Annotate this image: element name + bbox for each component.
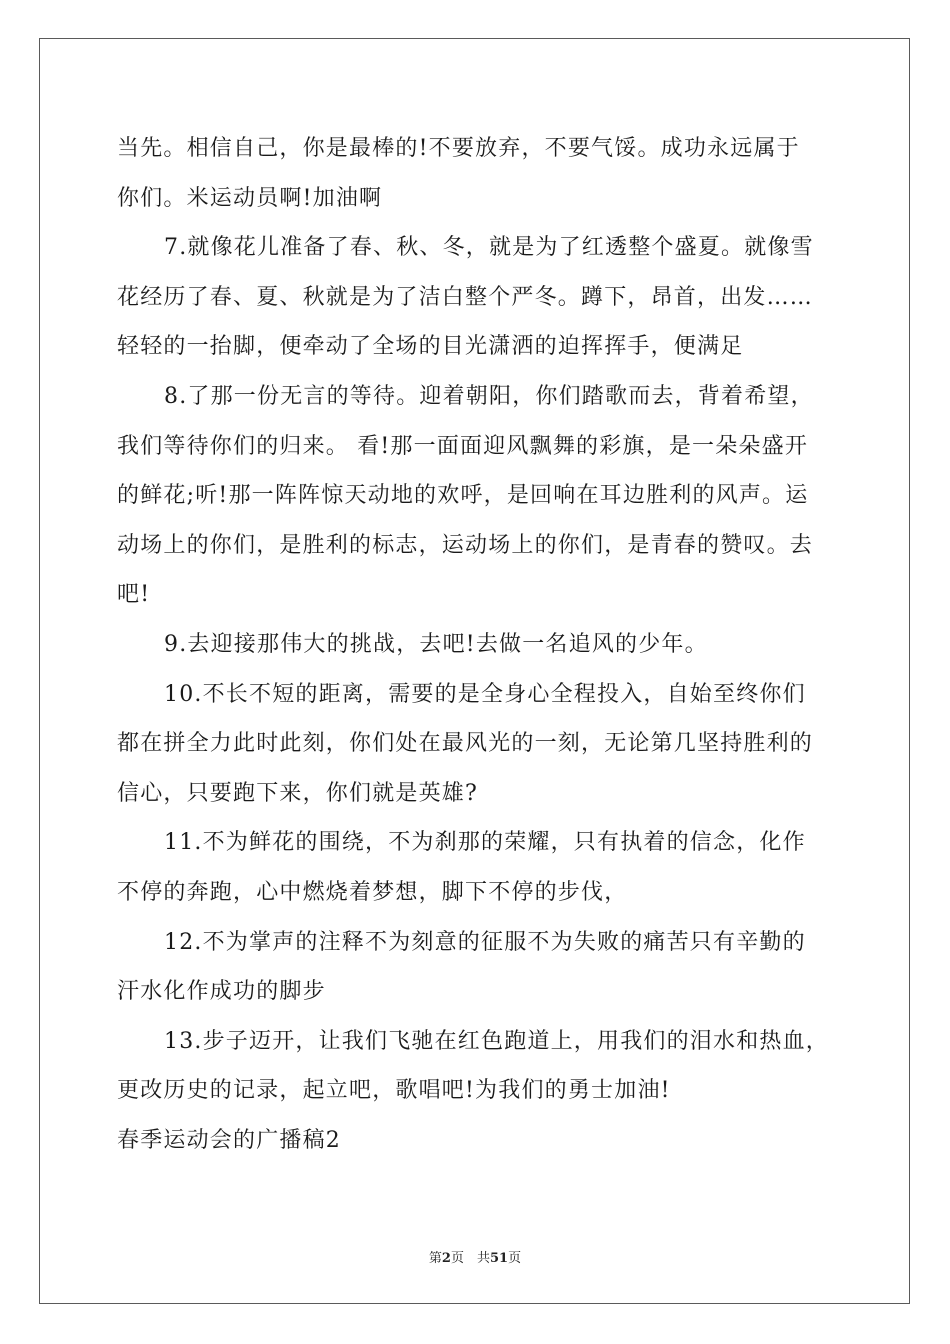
text-line: 9.去迎接那伟大的挑战，去吧!去做一名追风的少年。 <box>164 631 708 657</box>
text-line: 的鲜花;听!那一阵阵惊天动地的欢呼，是回响在耳边胜利的风声。运 <box>117 483 809 509</box>
text-line: 信心，只要跑下来，你们就是英雄? <box>117 780 478 806</box>
footer-prefix: 第 <box>428 1251 442 1266</box>
text-line: 轻轻的一抬脚，便牵动了全场的目光潇洒的迫挥挥手，便满足 <box>117 334 744 360</box>
text-line: 12.不为掌声的注释不为刻意的征服不为失败的痛苦只有辛勤的 <box>164 929 806 955</box>
text-line: 10.不长不短的距离，需要的是全身心全程投入，自始至终你们 <box>164 681 806 707</box>
text-line: 11.不为鲜花的围绕，不为刹那的荣耀，只有执着的信念，化作 <box>164 830 806 856</box>
section-heading: 春季运动会的广播稿2 <box>117 1127 341 1153</box>
paragraph <box>117 124 837 223</box>
text-line: 汗水化作成功的脚步 <box>117 979 326 1005</box>
paragraph-item-8 <box>117 372 837 620</box>
text-line: 不停的奔跑，心中燃烧着梦想，脚下不停的步伐， <box>117 879 628 905</box>
paragraph-item-7 <box>117 223 837 372</box>
text-line: 当先。相信自己，你是最棒的!不要放弃，不要气馁。成功永远属于 <box>117 136 800 161</box>
current-page-number: 2 <box>441 1251 451 1266</box>
paragraph-item-13 <box>117 1017 837 1116</box>
text-line: 吧! <box>117 582 151 608</box>
text-line: 你们。米运动员啊!加油啊 <box>117 185 383 211</box>
paragraph-item-10 <box>117 670 837 819</box>
text-line: 都在拼全力此时此刻，你们处在最风光的一刻，无论第几坚持胜利的 <box>117 731 814 757</box>
paragraph-item-12 <box>117 918 837 1017</box>
footer-mid: 页 共 <box>450 1251 490 1266</box>
text-line: 8.了那一份无言的等待。迎着朝阳，你们踏歌而去，背着希望， <box>164 383 814 409</box>
text-line: 7.就像花儿准备了春、秋、冬，就是为了红透整个盛夏。就像雪 <box>164 235 814 261</box>
text-line: 更改历史的记录，起立吧，歌唱吧!为我们的勇士加油! <box>117 1078 671 1104</box>
total-pages-number: 51 <box>489 1251 509 1266</box>
text-line: 动场上的你们，是胜利的标志，运动场上的你们，是青春的赞叹。去 <box>117 532 814 558</box>
text-line: 花经历了春、夏、秋就是为了洁白整个严冬。蹲下，昂首，出发…… <box>117 284 814 310</box>
paragraph-item-9 <box>117 620 837 670</box>
text-line: 我们等待你们的归来。 看!那一面面迎风飘舞的彩旗，是一朵朵盛开 <box>117 433 809 459</box>
document-body <box>117 124 837 1165</box>
page-footer <box>0 1247 950 1266</box>
footer-suffix: 页 <box>508 1251 522 1266</box>
paragraph-item-11 <box>117 818 837 917</box>
text-line: 13.步子迈开，让我们飞驰在红色跑道上，用我们的泪水和热血， <box>164 1028 829 1054</box>
